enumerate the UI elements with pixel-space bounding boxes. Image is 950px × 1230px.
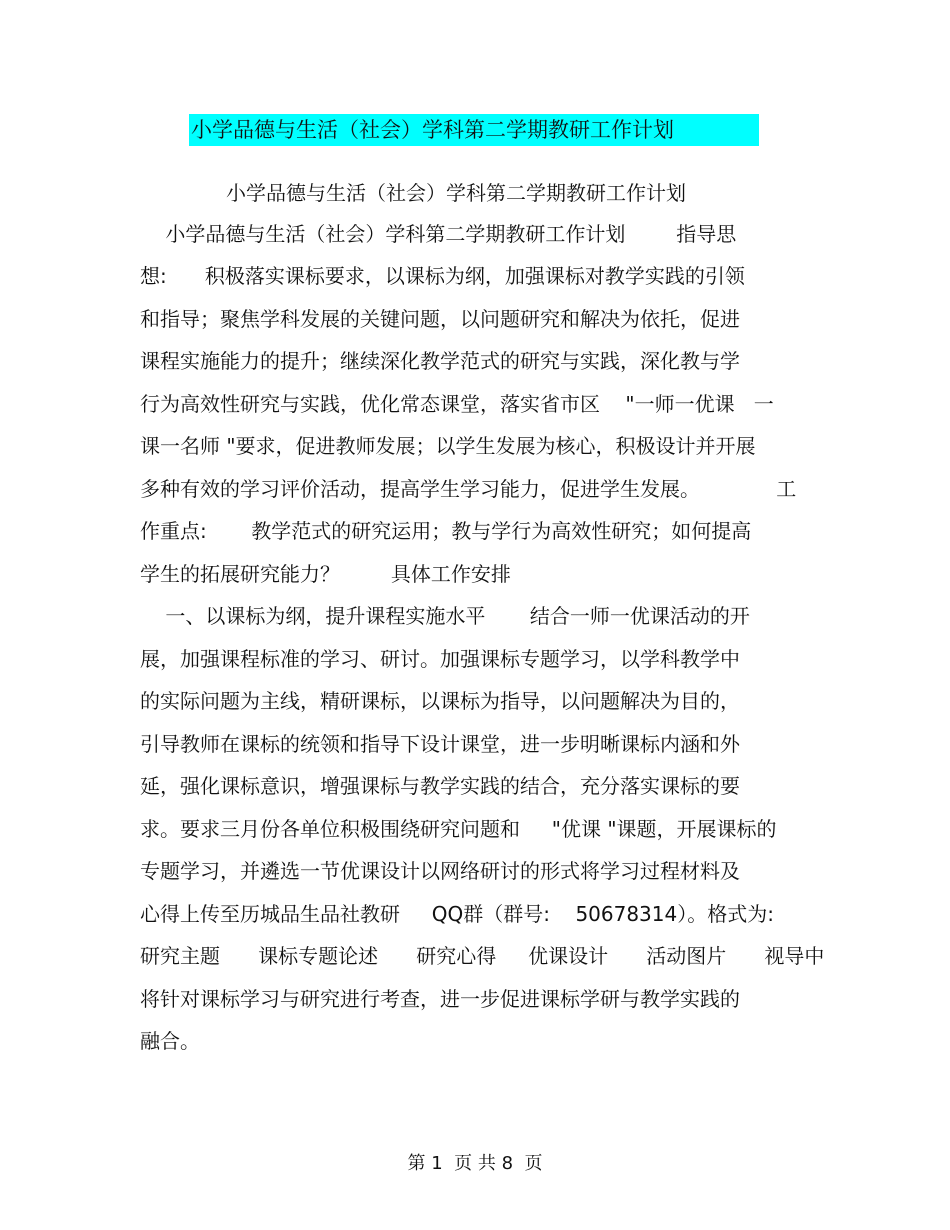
page-number: 第 1 页 共 8 页 <box>407 1153 543 1174</box>
body-line: 课程实施能力的提升；继续深化教学范式的研究与实践，深化教与学 <box>140 349 740 373</box>
body-line: 延，强化课标意识，增强课标与教学实践的结合，充分落实课标的要 <box>140 774 740 798</box>
body-line: 引导教师在课标的统领和指导下设计课堂，进一步明晰课标内涵和外 <box>140 732 740 756</box>
body-line: 学生的拓展研究能力？ 具体工作安排 <box>140 562 511 586</box>
body-line: 专题学习，并遴选一节优课设计以网络研讨的形式将学习过程材料及 <box>140 859 740 883</box>
body-line: 一、以课标为纲，提升课程实施水平 结合一师一优课活动的开 <box>140 604 750 628</box>
body-line: 研究主题 课标专题论述 研究心得 优课设计 活动图片 视导中 <box>140 944 825 968</box>
body-line: 融合。 <box>140 1029 200 1053</box>
body-line: 小学品德与生活（社会）学科第二学期教研工作计划 指导思 <box>140 222 737 246</box>
body-line: 想: 积极落实课标要求，以课标为纲，加强课标对教学实践的引领 <box>140 264 745 288</box>
body-line: 课一名师 "要求，促进教师发展；以学生发展为核心，积极设计并开展 <box>140 434 756 458</box>
body-line: 将针对课标学习与研究进行考查，进一步促进课标学研与教学实践的 <box>140 987 740 1011</box>
body-line: 展，加强课程标准的学习、研讨。加强课标专题学习，以学科教学中 <box>140 647 740 671</box>
body-line: 求。要求三月份各单位积极围绕研究问题和 "优课 "课题，开展课标的 <box>140 817 777 841</box>
body-line: 心得上传至历城品生品社教研 QQ群（群号: 50678314）。格式为: <box>140 902 774 926</box>
body-line: 和指导；聚焦学科发展的关键问题，以问题研究和解决为依托，促进 <box>140 307 740 331</box>
body-line: 行为高效性研究与实践，优化常态课堂，落实省市区 "一师一优课 一 <box>140 392 774 416</box>
body-line: 作重点: 教学范式的研究运用；教与学行为高效性研究；如何提高 <box>140 519 752 543</box>
document-title: 小学品德与生活（社会）学科第二学期教研工作计划 <box>191 118 674 142</box>
body-line: 的实际问题为主线，精研课标，以课标为指导，以问题解决为目的， <box>140 689 740 713</box>
document-subtitle: 小学品德与生活（社会）学科第二学期教研工作计划 <box>226 181 686 205</box>
body-line: 多种有效的学习评价活动，提高学生学习能力，促进学生发展。 工 <box>140 477 797 501</box>
